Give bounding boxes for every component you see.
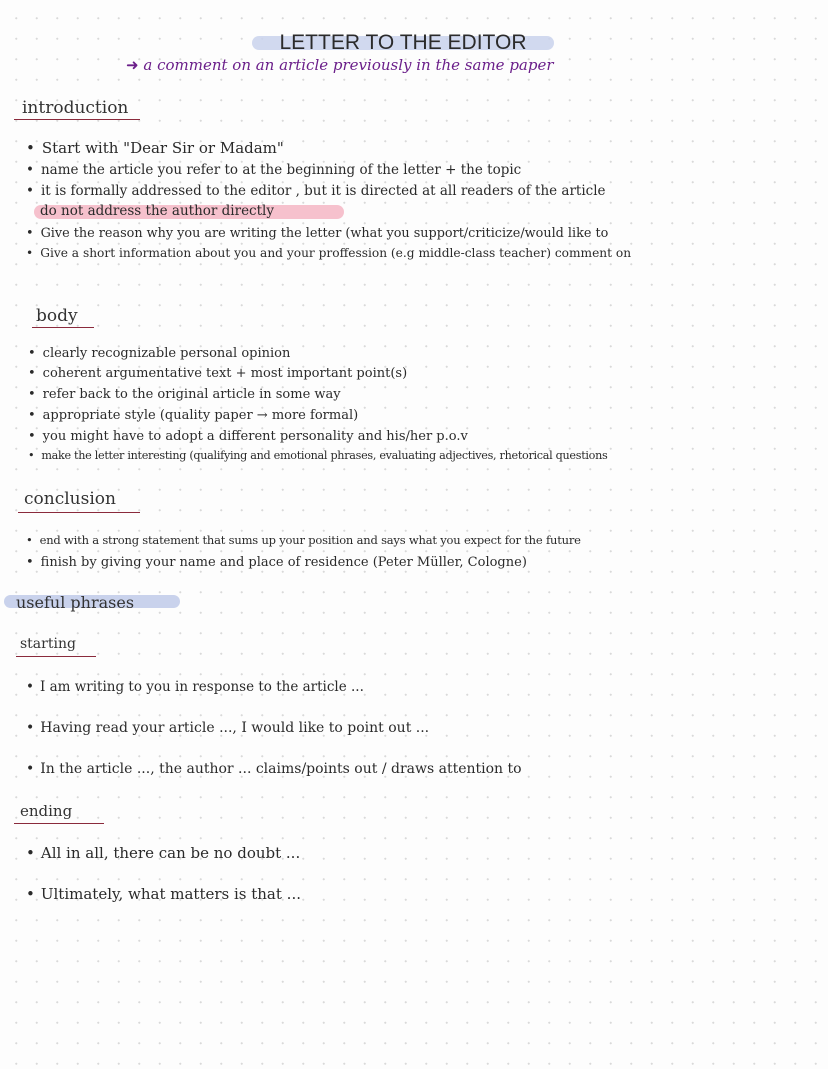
intro-bullet-1: • Start with "Dear Sir or Madam" [26,139,284,157]
subtitle [126,56,554,74]
intro-highlight-line: do not address the author directly [40,203,274,219]
intro-bullet-4: • Give the reason why you are writing the letter (what you support/criticize/would like to [26,226,608,241]
body-bullet-4: • appropriate style (quality paper → more formal) [28,408,358,423]
conclusion-bullet-2: • finish by giving your name and place of residence (Peter Müller, Cologne) [26,555,527,570]
body-bullet-5: • you might have to adopt a different personality and his/her p.o.v [28,429,468,444]
intro-heading: introduction [22,98,129,118]
intro-underline [14,119,140,120]
intro-bullet-3: • it is formally addressed to the editor , but it is directed at all readers of the article [26,183,606,199]
page-title: LETTER TO THE EDITOR [279,31,527,54]
body-heading: body [36,306,78,326]
starting-phrase-2: • Having read your article ..., I would like to point out ... [26,720,429,736]
useful-phrases-heading: useful phrases [16,593,135,612]
ending-heading: ending [20,802,73,820]
starting-heading: starting [20,636,76,652]
ending-phrase-1: • All in all, there can be no doubt ... [26,844,300,862]
intro-bullet-5: • Give a short information about you and your proffession (e.g middle-class teacher) comment on [26,246,631,260]
body-bullet-6: • make the letter interesting (qualifying and emotional phrases, evaluating adjectives, rhetorical questions [28,449,607,462]
body-bullet-1: • clearly recognizable personal opinion [28,346,290,361]
intro-bullet-2: • name the article you refer to at the beginning of the letter + the topic [26,162,521,178]
body-bullet-3: • refer back to the original article in some way [28,387,341,402]
body-bullet-2: • coherent argumentative text + most important point(s) [28,366,407,381]
ending-phrase-2: • Ultimately, what matters is that ... [26,885,301,903]
conclusion-underline [18,512,140,513]
conclusion-bullet-1: • end with a strong statement that sums up your position and says what you expect for the future [26,533,581,547]
body-underline [32,327,94,328]
starting-underline [16,656,96,657]
arrow-right-icon: ➜ [126,56,139,74]
subtitle-text: a comment on an article previously in the same paper [143,56,554,74]
ending-underline [14,823,104,824]
starting-phrase-1: • I am writing to you in response to the article ... [26,679,364,695]
conclusion-heading: conclusion [24,489,116,509]
starting-phrase-3: • In the article ..., the author ... claims/points out / draws attention to [26,761,522,777]
